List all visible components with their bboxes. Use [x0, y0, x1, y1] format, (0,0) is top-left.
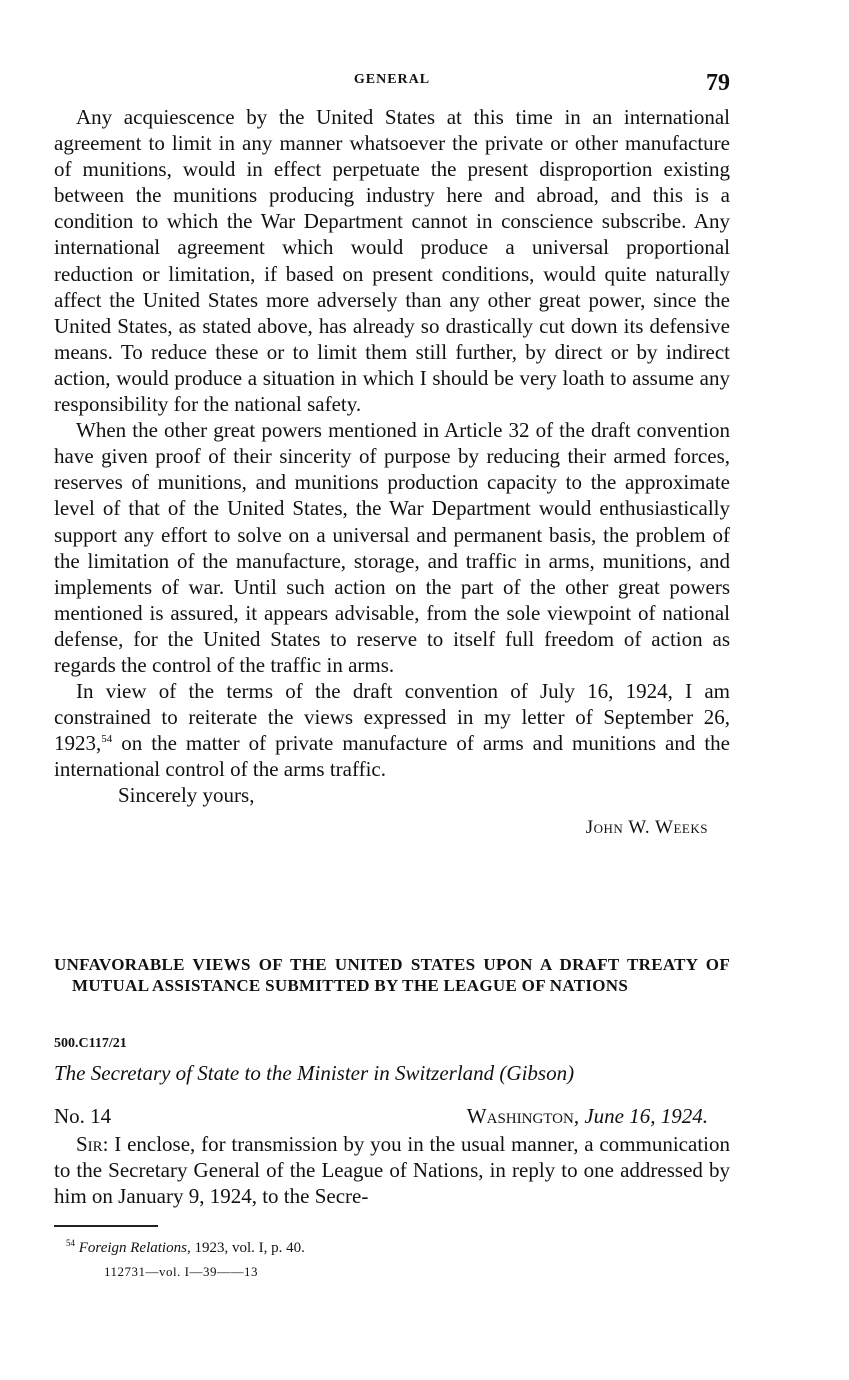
- document-number: No. 14: [54, 1104, 112, 1128]
- letter-text: I enclose, for transmission by you in the usual manner, a communication to the Secretary General of the League of Nations, in reply to one addressed by him on January 9, 1924, to the Secre-: [54, 1132, 730, 1209]
- paragraph-3-text-b: on the matter of private manufacture of arms and munitions and the international control of the arms traffic.: [54, 731, 730, 782]
- footnote-citation: , 1923, vol. I, p. 40.: [186, 1240, 305, 1256]
- place: Washington,: [466, 1104, 580, 1128]
- footnote: [66, 1238, 305, 1257]
- footnote-rule: [54, 1225, 158, 1227]
- running-head: [54, 70, 730, 100]
- letter-opening: [54, 1131, 730, 1209]
- paragraph-3-text-a: In view of the terms of the draft convention of July 16, 1924, I am constrained to reiterate the views expressed in my letter of September 26, 1923,: [54, 679, 730, 756]
- print-code: 112731—vol. I—39——13: [104, 1264, 258, 1279]
- section-title: GENERAL: [353, 72, 431, 87]
- document-meta: [54, 1104, 730, 1130]
- signature: John W. Weeks: [585, 816, 708, 838]
- letter-body: [54, 104, 730, 841]
- paragraph-1: Any acquiescence by the United States at this time in an international agreement to limit in any manner whatsoever the private or other manufacture of munitions, would in effect perpetuate the present disproportion existing between the munitions producing industry here and abroad, and this is a condition to which the War Department cannot in conscience subscribe. Any international agreement which would produce a universal proportional reduction or limitation, if based on present conditions, would quite naturally affect the United States more adversely than any other great power, since the United States, as stated above, has already so drastically cut down its defensive means. To reduce these or to limit them still further, by direct or by indirect action, would produce a situation in which I should be very loath to assume any responsibility for the national safety.: [54, 105, 730, 417]
- file-number: 500.C117/21: [54, 1036, 127, 1051]
- place-date: [467, 1104, 708, 1129]
- paragraph-2: When the other great powers mentioned in Article 32 of the draft convention have given proof of their sincerity of purpose by reducing their armed forces, reserves of munitions, and munitions production capacity to the approximate level of that of the United States, the War Department would enthusiastically support any effort to solve on a universal and permanent basis, the problem of the limitation of the manufacture, storage, and traffic in arms, munitions, and implements of war. Until such action on the part of the other great powers mentioned is assured, it appears advisable, from the sole viewpoint of national defense, for the United States to reserve to itself full freedom of action as regards the control of the traffic in arms.: [54, 418, 730, 677]
- footnote-mark: 54: [66, 1238, 75, 1248]
- document-title: The Secretary of State to the Minister in Switzerland (Gibson): [54, 1061, 575, 1085]
- paragraph-3: [54, 678, 730, 782]
- footnote-source: Foreign Relations: [78, 1240, 187, 1256]
- section-heading-text: UNFAVORABLE VIEWS OF THE UNITED STATES UPON A DRAFT TREATY OF MUTUAL ASSISTANCE SUBMITTED BY THE LEAGUE OF NATIONS: [54, 955, 730, 995]
- page-number: 79: [706, 70, 730, 96]
- section-heading: [54, 954, 730, 996]
- footnote-reference: 54: [101, 733, 113, 746]
- date: June 16, 1924.: [584, 1104, 708, 1128]
- salutation: Sir:: [76, 1132, 109, 1156]
- closing: Sincerely yours,: [118, 783, 255, 808]
- letter-paragraph: [54, 1131, 730, 1209]
